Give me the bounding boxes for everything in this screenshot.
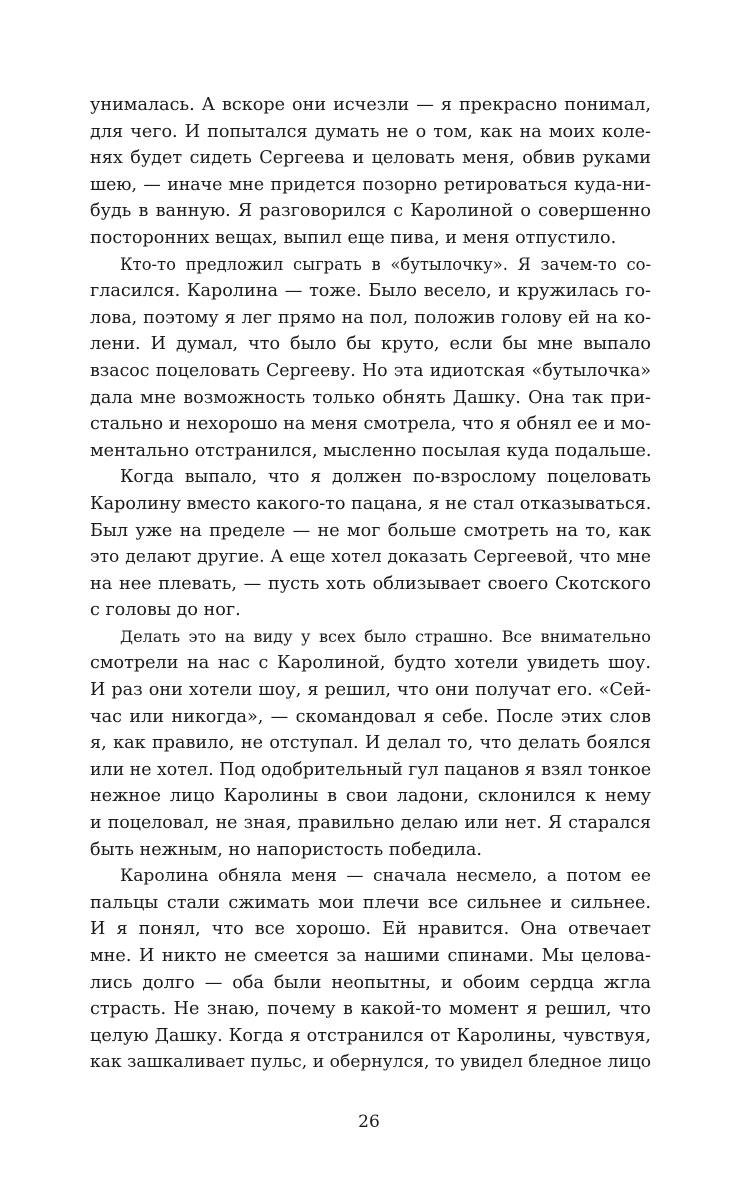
text-line: целую Дашку. Когда я отстранился от Каролины, чувствуя,: [90, 1025, 651, 1046]
text-line: И я понял, что все хорошо. Ей нравится. Она отвечает: [90, 919, 651, 940]
text-line: мне. И никто не смеется за нашими спинами. Мы целова-: [90, 946, 651, 966]
body-text: [90, 92, 651, 1076]
text-line: быть нежным, но напористость победила.: [90, 839, 482, 860]
text-line: час или никогда», — скомандовал я себе. После этих слов: [90, 706, 651, 727]
text-line: лова, поэтому я лег прямо на пол, положив голову ей на ко-: [90, 307, 651, 328]
text-line: Кто-то предложил сыграть в «бутылочку». Я зачем-то со-: [120, 254, 651, 274]
text-line: нях будет сидеть Сергеева и целовать меня, обвив руками: [90, 148, 651, 169]
text-line: взасос поцеловать Сергееву. Но эта идиотская «бутылочка»: [90, 360, 651, 381]
text-line: страсть. Не знаю, почему в какой-то момент я решил, что: [90, 999, 651, 1020]
text-line: Каролину вместо какого-то пацана, я не стал отказываться.: [90, 493, 652, 514]
text-line: для чего. И попытался думать не о том, как на моих коле-: [90, 121, 651, 142]
text-line: посторонних вещах, выпил еще пива, и меня отпустило.: [90, 227, 617, 248]
text-line: с головы до ног.: [90, 600, 241, 621]
text-line: унималась. А вскоре они исчезли — я прекрасно понимал,: [90, 95, 651, 115]
text-line: лись долго — оба были неопытны, и обоим сердца жгла: [90, 972, 651, 993]
text-line: гласился. Каролина — тоже. Было весело, и кружилась го-: [90, 281, 651, 302]
text-line: Делать это на виду у всех было страшно. Все внимательно: [120, 626, 651, 646]
text-line: или не хотел. Под одобрительный гул пацанов я взял тонкое: [90, 759, 652, 780]
page-number: 26: [358, 1112, 380, 1132]
text-line: я, как правило, не отступал. И делал то, что делать боялся: [90, 733, 651, 754]
text-line: и поцеловал, не зная, правильно делаю или нет. Я старался: [90, 813, 651, 834]
paragraph-5: [90, 863, 651, 1076]
text-line: как зашкаливает пульс, и обернулся, то увидел бледное лицо: [90, 1052, 651, 1073]
text-line: на нее плевать, — пусть хоть облизывает своего Скотского: [90, 573, 651, 594]
text-line: смотрели на нас с Каролиной, будто хотели увидеть шоу.: [90, 653, 651, 674]
text-line: дала мне возможность только обнять Дашку. Она так при-: [90, 387, 651, 408]
text-line: Каролина обняла меня — сначала несмело, а потом ее: [120, 866, 651, 887]
text-line: стально и нехорошо на меня смотрела, что я обнял ее и мо-: [90, 414, 651, 435]
text-line: ментально отстранился, мысленно посылая куда подальше.: [90, 440, 652, 461]
paragraph-1: [90, 92, 651, 252]
text-line: будь в ванную. Я разговорился с Каролиной о совершенно: [90, 201, 651, 222]
text-line: шею, — иначе мне придется позорно ретироваться куда-ни-: [90, 174, 651, 195]
text-line: это делают другие. А еще хотел доказать Сергеевой, что мне: [90, 547, 651, 568]
text-line: лени. И думал, что было бы круто, если бы мне выпало: [90, 334, 651, 355]
text-line: Когда выпало, что я должен по-взрослому поцеловать: [120, 467, 651, 488]
paragraph-3: [90, 464, 651, 624]
text-line: нежное лицо Каролины в свои ладони, склонился к нему: [90, 786, 651, 807]
text-line: И раз они хотели шоу, я решил, что они получат его. «Сей-: [90, 680, 651, 701]
paragraph-4: [90, 624, 651, 863]
text-line: пальцы стали сжимать мои плечи все сильнее и сильнее.: [90, 892, 651, 913]
text-line: Был уже на пределе — не мог больше смотреть на то, как: [90, 520, 651, 541]
paragraph-2: [90, 252, 651, 465]
